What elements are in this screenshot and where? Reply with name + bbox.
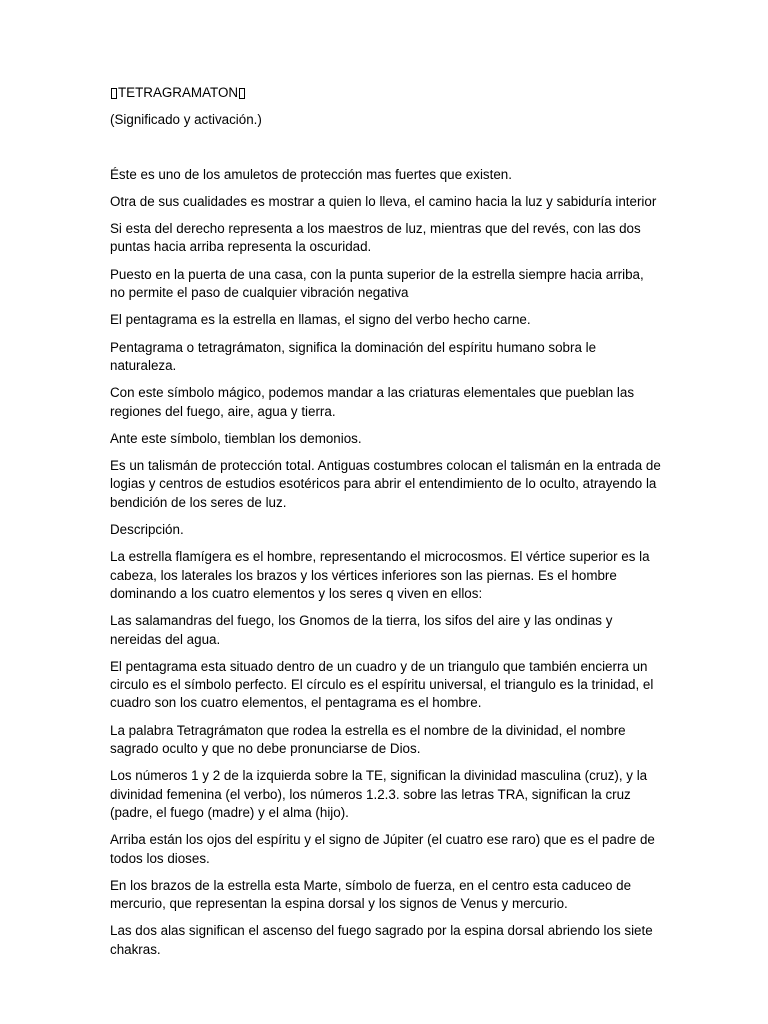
paragraph: Otra de sus cualidades es mostrar a quien lo lleva, el camino hacia la luz y sabiduría interior bbox=[110, 193, 657, 209]
paragraph: En los brazos de la estrella esta Marte, símbolo de fuerza, en el centro esta caduceo de mercurio, que representan la espina dorsal y los signos de Venus y mercurio. bbox=[110, 877, 632, 912]
document-subtitle: (Significado y activación.) bbox=[110, 112, 262, 128]
section-heading-descripcion: Descripción. bbox=[110, 522, 184, 538]
document-title-text: TETRAGRAMATON bbox=[118, 85, 239, 100]
paragraph: Éste es uno de los amuletos de protección mas fuertes que existen. bbox=[110, 166, 512, 182]
paragraph: La palabra Tetragrámaton que rodea la estrella es el nombre de la divinidad, el nombre sagrado oculto y que no debe pronunciarse de Dios. bbox=[110, 722, 626, 757]
paragraph: Con este símbolo mágico, podemos mandar a las criaturas elementales que pueblan las regiones del fuego, aire, agua y tierra. bbox=[110, 385, 635, 419]
paragraph: La estrella flamígera es el hombre, representando el microcosmos. El vértice superior es la cabeza, los laterales los brazos y los vértices inferiores son las piernas. Es el hombre dominando a los cuatro elementos y los seres q viven en ellos: bbox=[110, 549, 650, 601]
document-body bbox=[110, 84, 662, 959]
paragraph: Las salamandras del fuego, los Gnomos de la tierra, los sifos del aire y las ondinas y nereidas del agua. bbox=[110, 613, 613, 647]
missing-glyph-icon bbox=[111, 88, 117, 99]
missing-glyph-icon bbox=[239, 88, 245, 99]
paragraph: Puesto en la puerta de una casa, con la punta superior de la estrella siempre hacia arriba, no permite el paso de cualquier vibración negativa bbox=[110, 266, 644, 301]
paragraph: Ante este símbolo, tiemblan los demonios. bbox=[110, 430, 362, 446]
paragraph: Las dos alas significan el ascenso del fuego sagrado por la espina dorsal abriendo los siete chakras. bbox=[110, 923, 653, 957]
paragraph: Arriba están los ojos del espíritu y el signo de Júpiter (el cuatro ese raro) que es el padre de todos los dioses. bbox=[110, 832, 655, 866]
paragraph: Si esta del derecho representa a los maestros de luz, mientras que del revés, con las dos puntas hacia arriba representa la oscuridad. bbox=[110, 221, 641, 255]
document-title bbox=[110, 84, 662, 102]
paragraph: El pentagrama esta situado dentro de un cuadro y de un triangulo que también encierra un circulo es el símbolo perfecto. El círculo es el espíritu universal, el triangulo es la trinidad, el cuadro son los cuatro elementos, el pentagrama es el hombre. bbox=[110, 658, 654, 711]
paragraph: Pentagrama o tetragrámaton, significa la dominación del espíritu humano sobra le naturaleza. bbox=[110, 339, 597, 373]
paragraph: Los números 1 y 2 de la izquierda sobre la TE, significan la divinidad masculina (cruz), y la divinidad femenina (el verbo), los números 1.2.3. sobre las letras TRA, significan la cruz (padre, el fuego (madre) y el alma (hijo). bbox=[110, 768, 648, 820]
paragraph: Es un talismán de protección total. Antiguas costumbres colocan el talismán en la entrada de logias y centros de estudios esotéricos para abrir el entendimiento de lo oculto, atrayendo la bendición de los seres de luz. bbox=[110, 458, 661, 510]
paragraph: El pentagrama es la estrella en llamas, el signo del verbo hecho carne. bbox=[110, 312, 531, 328]
